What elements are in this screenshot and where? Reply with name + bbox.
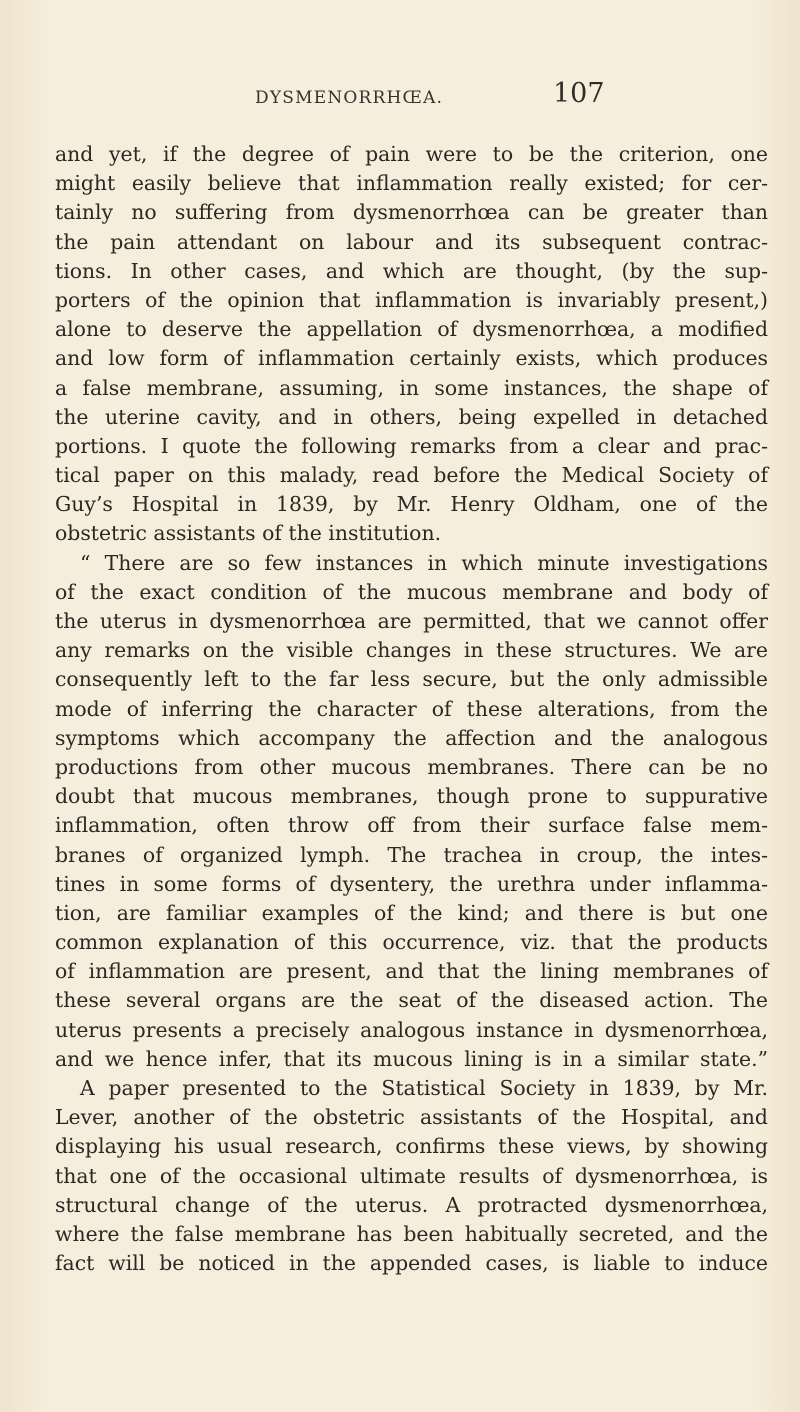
text-line: and low form of inflammation certainly exists, which produces [55, 346, 768, 371]
text-line: tainly no suffering from dysmenorrhœa can be greater than [55, 200, 768, 225]
text-line: obstetric assistants of the institution. [55, 521, 442, 546]
text-line: any remarks on the visible changes in these structures. We are [55, 638, 768, 663]
text-line: tical paper on this malady, read before the Medical Society of [55, 463, 768, 488]
text-line: the uterus in dysmenorrhœa are permitted, that we cannot offer [55, 609, 768, 633]
body-text [55, 140, 768, 1278]
text-line: inflammation, often throw off from their surface false mem- [55, 813, 768, 838]
text-line: structural change of the uterus. A protracted dysmenorrhœa, [55, 1192, 768, 1217]
text-line: portions. I quote the following remarks from a clear and prac- [55, 433, 768, 458]
text-line: a false membrane, assuming, in some instances, the shape of [55, 375, 768, 400]
text-line: common explanation of this occurrence, viz. that the products [55, 930, 768, 955]
page-header [0, 78, 800, 122]
page-number: 107 [553, 78, 605, 109]
text-line: Lever, another of the obstetric assistants of the Hospital, and [55, 1105, 768, 1130]
text-line: fact will be noticed in the appended cases, is liable to induce [55, 1251, 768, 1276]
text-line: alone to deserve the appellation of dysmenorrhœa, a modified [55, 317, 768, 342]
text-line: Guy’s Hospital in 1839, by Mr. Henry Oldham, one of the [55, 492, 768, 517]
text-line: productions from other mucous membranes. There can be no [55, 754, 768, 779]
text-line: and yet, if the degree of pain were to be the criterion, one [55, 142, 768, 166]
text-line: tions. In other cases, and which are thought, (by the sup- [55, 258, 768, 283]
text-line: tines in some forms of dysentery, the urethra under inflamma- [55, 871, 768, 896]
running-title: DYSMENORRHŒA. [255, 88, 444, 108]
text-line: that one of the occasional ultimate results of dysmenorrhœa, is [55, 1163, 768, 1188]
text-line: of inflammation are present, and that the lining membranes of [55, 959, 768, 984]
text-line: uterus presents a precisely analogous instance in dysmenorrhœa, [55, 1017, 768, 1042]
text-line: branes of organized lymph. The trachea in croup, the intes- [55, 842, 768, 867]
text-line: might easily believe that inflammation really existed; for cer- [55, 171, 768, 196]
text-line: porters of the opinion that inflammation is invariably present,) [55, 287, 768, 312]
text-line: “ There are so few instances in which minute investigations [80, 550, 768, 575]
text-line: mode of inferring the character of these alterations, from the [55, 696, 768, 721]
text-line: and we hence infer, that its mucous lining is in a similar state.” [55, 1046, 768, 1071]
text-line: these several organs are the seat of the diseased action. The [55, 988, 768, 1013]
text-line: where the false membrane has been habitually secreted, and the [55, 1221, 768, 1246]
text-line: the pain attendant on labour and its subsequent contrac- [55, 229, 768, 254]
text-line: A paper presented to the Statistical Society in 1839, by Mr. [80, 1076, 768, 1100]
text-line: doubt that mucous membranes, though prone to suppurative [55, 784, 768, 809]
text-line: symptoms which accompany the affection and the analogous [55, 725, 768, 750]
text-line: of the exact condition of the mucous membrane and body of [55, 579, 768, 604]
text-line: tion, are familiar examples of the kind; and there is but one [55, 900, 768, 925]
text-line: consequently left to the far less secure, but the only admissible [55, 667, 768, 692]
text-line: displaying his usual research, confirms these views, by showing [55, 1134, 768, 1159]
text-line: the uterine cavity, and in others, being expelled in detached [55, 404, 768, 429]
